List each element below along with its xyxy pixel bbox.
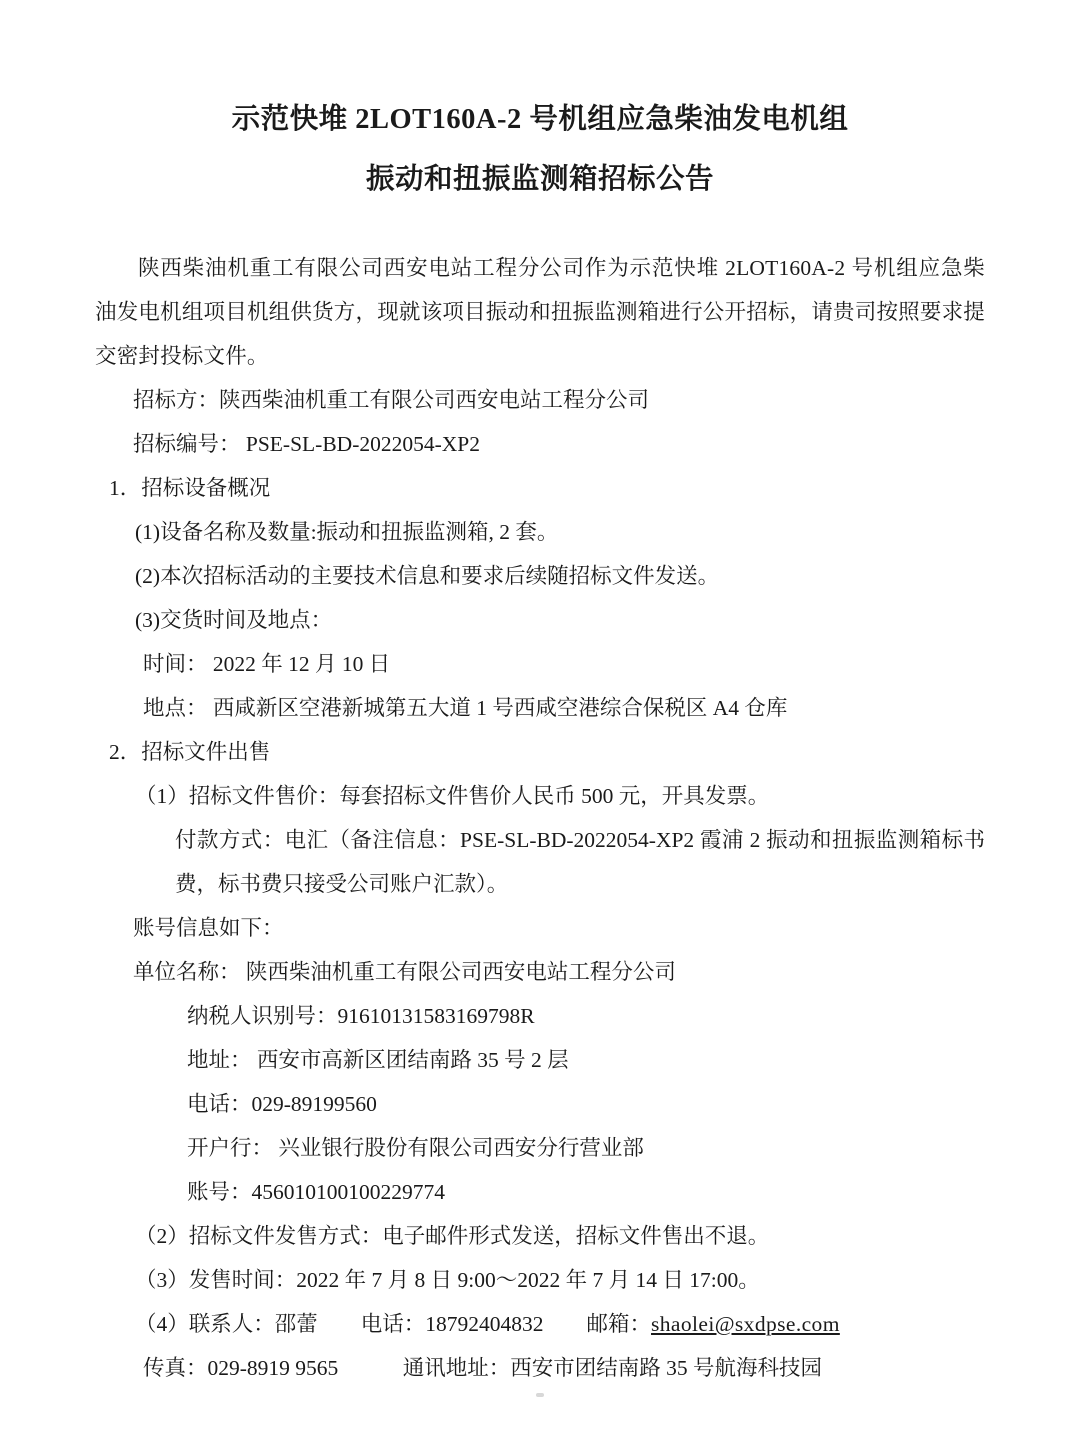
title-line-1: 示范快堆 2LOT160A-2 号机组应急柴油发电机组 <box>231 104 849 135</box>
fax-line: 传真：029-8919 9565 通讯地址：西安市团结南路 35 号航海科技园 <box>143 1356 823 1380</box>
account-info-heading: 账号信息如下： <box>133 916 284 940</box>
payment-method: 付款方式：电汇（备注信息：PSE-SL-BD-2022054-XP2 霞浦 2 振动和扭振监测箱标书费，标书费只接受公司账户汇款）。 <box>175 828 985 896</box>
section-2-item-1: （1）招标文件售价：每套招标文件售价人民币 500 元，开具发票。 <box>135 784 770 808</box>
section-2-item-3: （3）发售时间：2022 年 7 月 8 日 9:00～2022 年 7 月 14 日 17:00。 <box>135 1268 760 1292</box>
account-address: 地址： 西安市高新区团结南路 35 号 2 层 <box>187 1048 569 1072</box>
section-1-item-2: (2)本次招标活动的主要技术信息和要求后续随招标文件发送。 <box>135 564 720 588</box>
section-2-item-2: （2）招标文件发售方式：电子邮件形式发送，招标文件售出不退。 <box>135 1224 770 1248</box>
section-2-heading: 2．招标文件出售 <box>109 740 271 764</box>
account-bank: 开户行： 兴业银行股份有限公司西安分行营业部 <box>187 1136 644 1160</box>
contact-email-link[interactable]: shaolei@sxdpse.com <box>651 1312 840 1336</box>
section-1-item-1: (1)设备名称及数量:振动和扭振监测箱, 2 套。 <box>135 520 559 544</box>
bid-number-line: 招标编号： PSE-SL-BD-2022054-XP2 <box>133 432 481 456</box>
page-title <box>95 92 985 208</box>
bidder-line: 招标方：陕西柴油机重工有限公司西安电站工程分公司 <box>133 388 650 412</box>
delivery-place: 地点： 西咸新区空港新城第五大道 1 号西咸空港综合保税区 A4 仓库 <box>143 696 788 720</box>
title-line-2: 振动和扭振监测箱招标公告 <box>365 164 714 195</box>
contact-line <box>95 1302 985 1346</box>
contact-line-prefix: （4）联系人：邵蕾 电话：18792404832 邮箱： <box>135 1312 652 1336</box>
section-1-item-3: (3)交货时间及地点： <box>135 608 333 632</box>
account-phone: 电话：029-89199560 <box>187 1092 377 1116</box>
account-company: 单位名称： 陕西柴油机重工有限公司西安电站工程分公司 <box>133 960 676 984</box>
account-taxid: 纳税人识别号：91610131583169798R <box>187 1004 535 1028</box>
intro-paragraph: 陕西柴油机重工有限公司西安电站工程分公司作为示范快堆 2LOT160A-2 号机组应急柴油发电机组项目机组供货方，现就该项目振动和扭振监测箱进行公开招标，请贵司按照要求提交密封投标文件。 <box>95 256 985 368</box>
delivery-time: 时间： 2022 年 12 月 10 日 <box>143 652 391 676</box>
section-1-heading: 1．招标设备概况 <box>109 476 271 500</box>
account-number: 账号：456010100100229774 <box>187 1180 446 1204</box>
page-footer-mark <box>536 1393 544 1397</box>
document-body <box>95 246 985 1390</box>
